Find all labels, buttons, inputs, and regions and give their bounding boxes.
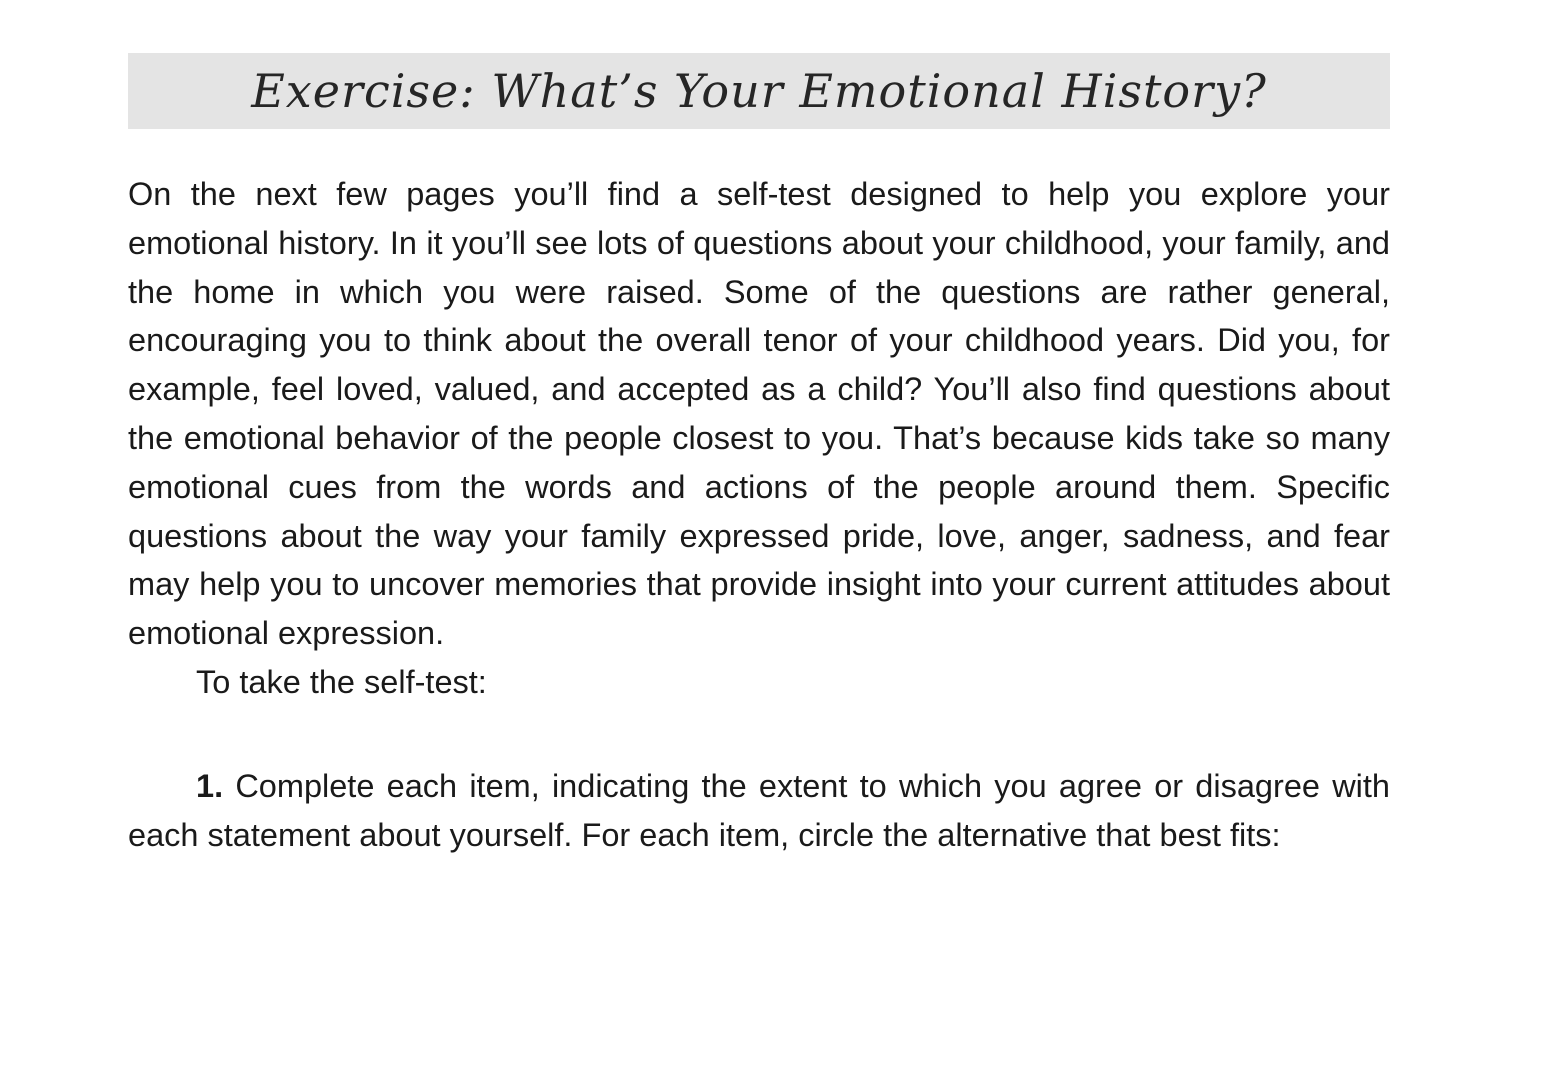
- body-text: [128, 170, 1390, 859]
- step-number: 1.: [196, 767, 224, 804]
- lead-in-paragraph: To take the self-test:: [196, 663, 487, 700]
- document-page: [128, 0, 1390, 1079]
- paragraph-spacer: [128, 707, 1390, 762]
- title-banner: [128, 53, 1390, 129]
- exercise-title: Exercise: What’s Your Emotional History?: [251, 64, 1267, 118]
- intro-paragraph: On the next few pages you’ll find a self-test designed to help you explore your emotional history. In it you’ll see lots of questions about your childhood, your family, and the home in which you were raised. Some of the questions are rather general, encouraging you to think about the overall tenor of your childhood years. Did you, for example, feel loved, valued, and accepted as a child? You’ll also find questions about the emotional behavior of the people closest to you. That’s because kids take so many emotional cues from the words and actions of the people around them. Specific questions about the way your family expressed pride, love, anger, sadness, and fear may help you to uncover memories that provide insight into your current attitudes about emotional expression.: [128, 176, 1390, 652]
- step-item: [128, 762, 1390, 860]
- step-text: Complete each item, indicating the extent to which you agree or disagree with each statement about yourself. For each item, circle the alternative that best fits:: [128, 767, 1390, 853]
